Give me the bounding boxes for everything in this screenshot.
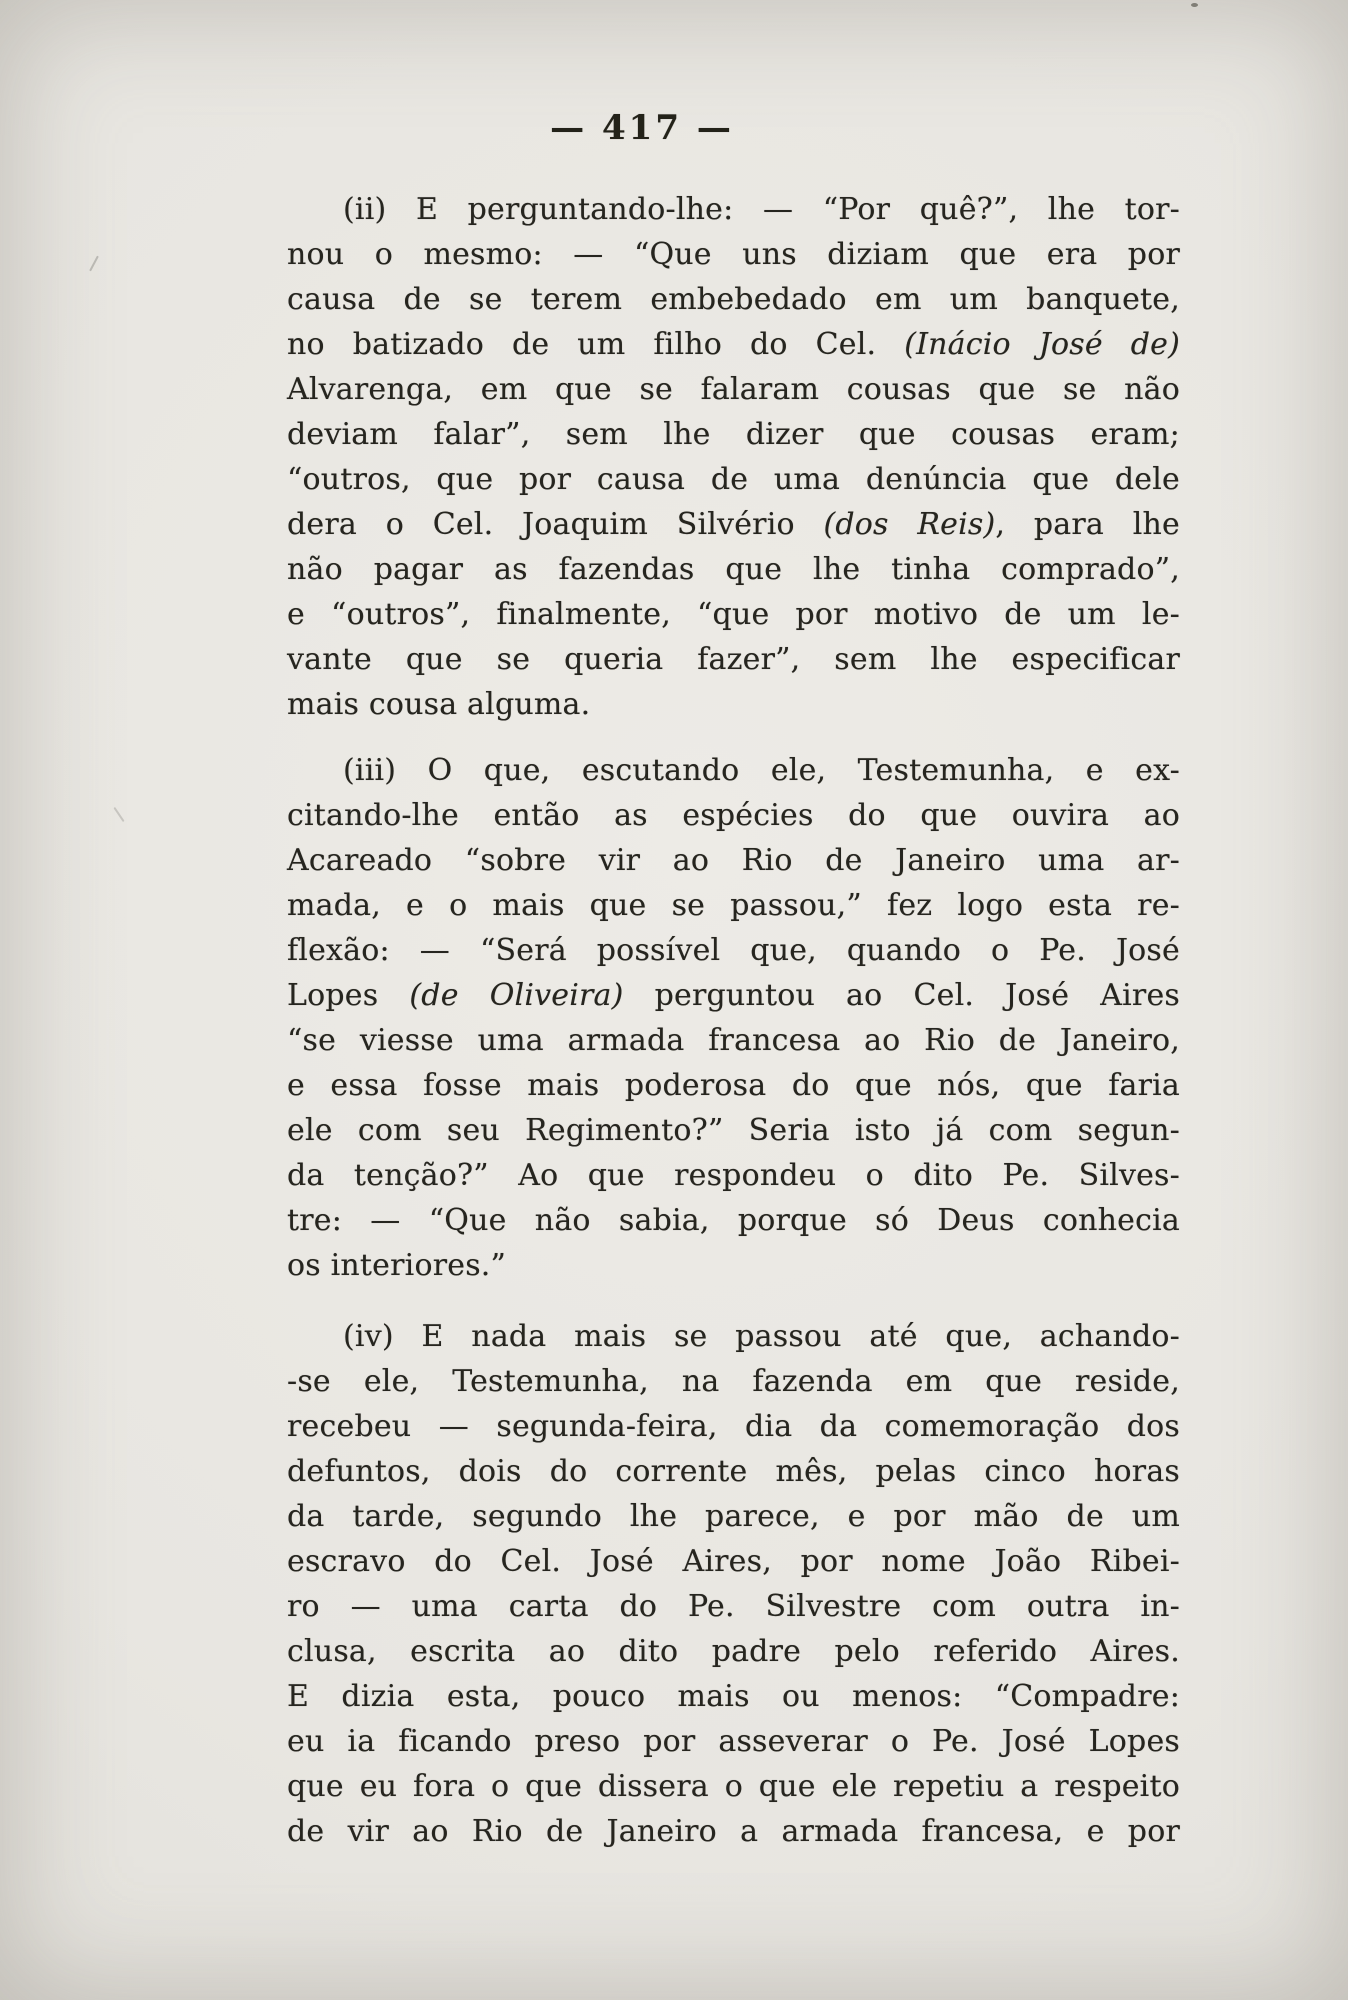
text-segment: Alvarenga, em que se falaram cousas que se não (287, 372, 1180, 407)
text-segment: ele com seu Regimento?” Seria isto já com segun- (287, 1113, 1180, 1148)
text-line (287, 1764, 1180, 1809)
text-line (287, 1018, 1180, 1063)
text-segment: deviam falar”, sem lhe dizer que cousas eram; (287, 417, 1180, 452)
text-segment: , para lhe (995, 507, 1180, 542)
text-line (287, 592, 1180, 637)
text-line (287, 1584, 1180, 1629)
italic-text-segment: (Inácio José de) (904, 327, 1180, 362)
text-line (287, 1629, 1180, 1674)
text-segment: dera o Cel. Joaquim Silvério (287, 507, 824, 542)
text-line (287, 1063, 1180, 1108)
text-segment: nou o mesmo: — “Que uns diziam que era por (287, 237, 1180, 272)
text-segment: e essa fosse mais poderosa do que nós, que faria (287, 1068, 1180, 1103)
text-segment: ro — uma carta do Pe. Silvestre com outra in- (287, 1589, 1180, 1624)
page-number: — 417 — (550, 108, 734, 148)
text-line (287, 412, 1180, 457)
scan-artifact (89, 256, 99, 272)
text-segment: flexão: — “Será possível que, quando o Pe. José (287, 933, 1180, 968)
text-segment: de vir ao Rio de Janeiro a armada francesa, e por (287, 1814, 1180, 1849)
text-segment: clusa, escrita ao dito padre pelo referido Aires. (287, 1634, 1180, 1669)
text-segment: vante que se queria fazer”, sem lhe especificar (287, 642, 1180, 677)
paragraph-ii (287, 187, 1180, 727)
text-segment: e “outros”, finalmente, “que por motivo de um le- (287, 597, 1180, 632)
text-line (287, 1539, 1180, 1584)
text-line (287, 367, 1180, 412)
text-line (287, 637, 1180, 682)
text-line (287, 547, 1180, 592)
text-segment: Lopes (287, 978, 410, 1013)
text-segment: Acareado “sobre vir ao Rio de Janeiro uma ar- (287, 843, 1180, 878)
text-segment: E dizia esta, pouco mais ou menos: “Compadre: (287, 1679, 1180, 1714)
text-segment: “outros, que por causa de uma denúncia que dele (287, 462, 1180, 497)
text-line (287, 883, 1180, 928)
text-line (287, 1809, 1180, 1854)
text-line (287, 1198, 1180, 1243)
text-segment: causa de se terem embebedado em um banquete, (287, 282, 1180, 317)
text-line (287, 928, 1180, 973)
text-line (287, 1108, 1180, 1153)
paragraph-iv (287, 1314, 1180, 1854)
text-segment: “se viesse uma armada francesa ao Rio de Janeiro, (287, 1023, 1180, 1058)
scan-artifact (1191, 3, 1198, 7)
text-segment: no batizado de um filho do Cel. (287, 327, 905, 362)
text-line (287, 1449, 1180, 1494)
text-line (287, 1719, 1180, 1764)
text-line (287, 1153, 1180, 1198)
text-line (287, 1359, 1180, 1404)
text-segment: -se ele, Testemunha, na fazenda em que reside, (287, 1364, 1180, 1399)
text-line (287, 322, 1180, 367)
italic-text-segment: (dos Reis) (823, 507, 996, 542)
text-segment: da tarde, segundo lhe parece, e por mão de um (287, 1499, 1180, 1534)
text-segment: da tenção?” Ao que respondeu o dito Pe. Silves- (287, 1158, 1180, 1193)
text-segment: (iv) E nada mais se passou até que, achando- (343, 1319, 1180, 1354)
text-line (287, 1404, 1180, 1449)
text-segment: eu ia ficando preso por asseverar o Pe. José Lopes (287, 1724, 1180, 1759)
text-line (287, 457, 1180, 502)
text-segment: escravo do Cel. José Aires, por nome João Ribei- (287, 1544, 1180, 1579)
text-segment: (ii) E perguntando-lhe: — “Por quê?”, lhe tor- (343, 192, 1180, 227)
text-line (287, 1674, 1180, 1719)
text-line (287, 748, 1180, 793)
text-segment: perguntou ao Cel. José Aires (623, 978, 1181, 1013)
text-segment: os interiores.” (287, 1248, 507, 1283)
text-segment: (iii) O que, escutando ele, Testemunha, e ex- (343, 753, 1180, 788)
scan-artifact (113, 807, 124, 822)
text-segment: que eu fora o que dissera o que ele repetiu a respeito (287, 1769, 1180, 1804)
text-segment: mais cousa alguma. (287, 687, 591, 722)
text-line (287, 1494, 1180, 1539)
text-line (287, 1314, 1180, 1359)
text-line (287, 793, 1180, 838)
text-segment: não pagar as fazendas que lhe tinha comprado”, (287, 552, 1180, 587)
text-line (287, 232, 1180, 277)
text-line (287, 838, 1180, 883)
text-segment: mada, e o mais que se passou,” fez logo esta re- (287, 888, 1180, 923)
text-line (287, 682, 1180, 727)
text-segment: citando-lhe então as espécies do que ouvira ao (287, 798, 1180, 833)
text-line (287, 277, 1180, 322)
text-segment: recebeu — segunda-feira, dia da comemoração dos (287, 1409, 1180, 1444)
text-line (287, 502, 1180, 547)
text-line (287, 973, 1180, 1018)
italic-text-segment: (de Oliveira) (409, 978, 624, 1013)
text-line (287, 187, 1180, 232)
text-segment: defuntos, dois do corrente mês, pelas cinco horas (287, 1454, 1180, 1489)
text-line (287, 1243, 1180, 1288)
text-segment: tre: — “Que não sabia, porque só Deus conhecia (287, 1203, 1180, 1238)
paragraph-iii (287, 748, 1180, 1288)
